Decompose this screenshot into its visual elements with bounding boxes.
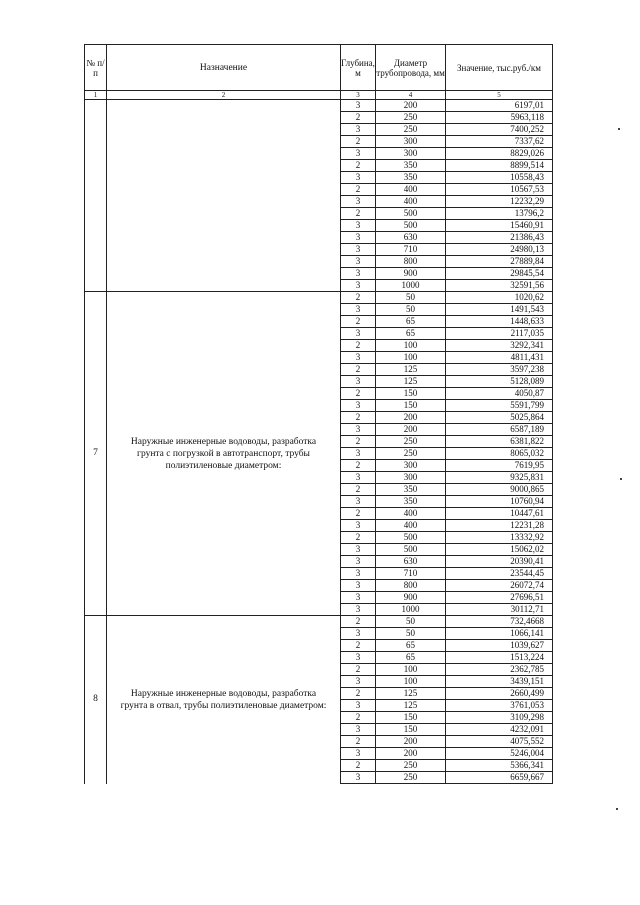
diameter-cell: 250 <box>376 448 446 460</box>
depth-cell: 2 <box>341 460 376 472</box>
value-cell: 27696,51 <box>446 592 553 604</box>
value-cell: 3761,053 <box>446 700 553 712</box>
section-number: 7 <box>85 292 107 616</box>
value-cell: 9000,865 <box>446 484 553 496</box>
depth-cell: 3 <box>341 544 376 556</box>
value-cell: 6659,667 <box>446 772 553 784</box>
depth-cell: 2 <box>341 616 376 628</box>
diameter-cell: 200 <box>376 412 446 424</box>
diameter-cell: 100 <box>376 352 446 364</box>
value-cell: 1020,62 <box>446 292 553 304</box>
depth-cell: 3 <box>341 676 376 688</box>
diameter-cell: 200 <box>376 748 446 760</box>
value-cell: 3109,298 <box>446 712 553 724</box>
depth-cell: 3 <box>341 232 376 244</box>
depth-cell: 3 <box>341 256 376 268</box>
diameter-cell: 630 <box>376 556 446 568</box>
depth-cell: 3 <box>341 304 376 316</box>
column-number: 1 <box>85 91 107 100</box>
depth-cell: 2 <box>341 712 376 724</box>
diameter-cell: 250 <box>376 124 446 136</box>
header-depth: Глубина, м <box>341 45 376 91</box>
column-number-row <box>85 91 553 100</box>
depth-cell: 2 <box>341 208 376 220</box>
header-num: № п/п <box>85 45 107 91</box>
diameter-cell: 250 <box>376 772 446 784</box>
depth-cell: 3 <box>341 148 376 160</box>
depth-cell: 3 <box>341 580 376 592</box>
value-cell: 9325,831 <box>446 472 553 484</box>
value-cell: 13332,92 <box>446 532 553 544</box>
depth-cell: 2 <box>341 364 376 376</box>
diameter-cell: 200 <box>376 736 446 748</box>
depth-cell: 3 <box>341 424 376 436</box>
diameter-cell: 250 <box>376 436 446 448</box>
column-number: 5 <box>446 91 553 100</box>
value-cell: 27889,84 <box>446 256 553 268</box>
value-cell: 2660,499 <box>446 688 553 700</box>
diameter-cell: 150 <box>376 388 446 400</box>
depth-cell: 2 <box>341 136 376 148</box>
depth-cell: 2 <box>341 388 376 400</box>
value-cell: 2117,035 <box>446 328 553 340</box>
diameter-cell: 150 <box>376 724 446 736</box>
value-cell: 5246,004 <box>446 748 553 760</box>
value-cell: 10760,94 <box>446 496 553 508</box>
value-cell: 26072,74 <box>446 580 553 592</box>
value-cell: 20390,41 <box>446 556 553 568</box>
diameter-cell: 500 <box>376 220 446 232</box>
value-cell: 3597,238 <box>446 364 553 376</box>
depth-cell: 3 <box>341 568 376 580</box>
diameter-cell: 350 <box>376 496 446 508</box>
depth-cell: 2 <box>341 160 376 172</box>
depth-cell: 2 <box>341 760 376 772</box>
value-cell: 15460,91 <box>446 220 553 232</box>
diameter-cell: 400 <box>376 196 446 208</box>
diameter-cell: 500 <box>376 208 446 220</box>
diameter-cell: 65 <box>376 652 446 664</box>
value-cell: 7400,252 <box>446 124 553 136</box>
value-cell: 29845,54 <box>446 268 553 280</box>
table-row <box>85 616 553 628</box>
value-cell: 15062,02 <box>446 544 553 556</box>
depth-cell: 3 <box>341 496 376 508</box>
depth-cell: 2 <box>341 316 376 328</box>
diameter-cell: 200 <box>376 424 446 436</box>
depth-cell: 3 <box>341 352 376 364</box>
value-cell: 8899,514 <box>446 160 553 172</box>
depth-cell: 3 <box>341 328 376 340</box>
column-number: 4 <box>376 91 446 100</box>
depth-cell: 3 <box>341 556 376 568</box>
diameter-cell: 50 <box>376 304 446 316</box>
value-cell: 10567,53 <box>446 184 553 196</box>
value-cell: 32591,56 <box>446 280 553 292</box>
depth-cell: 3 <box>341 520 376 532</box>
value-cell: 6587,189 <box>446 424 553 436</box>
depth-cell: 2 <box>341 532 376 544</box>
diameter-cell: 1000 <box>376 604 446 616</box>
diameter-cell: 65 <box>376 328 446 340</box>
depth-cell: 2 <box>341 412 376 424</box>
value-cell: 7619,95 <box>446 460 553 472</box>
value-cell: 6381,822 <box>446 436 553 448</box>
value-cell: 23544,45 <box>446 568 553 580</box>
value-cell: 30112,71 <box>446 604 553 616</box>
diameter-cell: 300 <box>376 472 446 484</box>
diameter-cell: 125 <box>376 700 446 712</box>
table-body <box>85 100 553 784</box>
depth-cell: 3 <box>341 244 376 256</box>
diameter-cell: 630 <box>376 232 446 244</box>
depth-cell: 2 <box>341 112 376 124</box>
diameter-cell: 125 <box>376 376 446 388</box>
depth-cell: 2 <box>341 484 376 496</box>
diameter-cell: 50 <box>376 292 446 304</box>
value-cell: 13796,2 <box>446 208 553 220</box>
value-cell: 1513,224 <box>446 652 553 664</box>
depth-cell: 3 <box>341 196 376 208</box>
diameter-cell: 400 <box>376 520 446 532</box>
value-cell: 5128,089 <box>446 376 553 388</box>
diameter-cell: 125 <box>376 688 446 700</box>
depth-cell: 3 <box>341 472 376 484</box>
value-cell: 8065,032 <box>446 448 553 460</box>
value-cell: 1039,627 <box>446 640 553 652</box>
diameter-cell: 125 <box>376 364 446 376</box>
diameter-cell: 710 <box>376 244 446 256</box>
depth-cell: 3 <box>341 172 376 184</box>
diameter-cell: 350 <box>376 172 446 184</box>
column-number: 3 <box>341 91 376 100</box>
depth-cell: 3 <box>341 748 376 760</box>
diameter-cell: 1000 <box>376 280 446 292</box>
diameter-cell: 400 <box>376 184 446 196</box>
value-cell: 5591,799 <box>446 400 553 412</box>
diameter-cell: 350 <box>376 160 446 172</box>
value-cell: 732,4668 <box>446 616 553 628</box>
depth-cell: 3 <box>341 592 376 604</box>
header-diameter: Диаметр трубопровода, мм <box>376 45 446 91</box>
value-cell: 4075,552 <box>446 736 553 748</box>
depth-cell: 2 <box>341 436 376 448</box>
diameter-cell: 150 <box>376 712 446 724</box>
scan-speck <box>618 128 620 130</box>
scan-speck <box>616 808 618 810</box>
diameter-cell: 710 <box>376 568 446 580</box>
diameter-cell: 300 <box>376 460 446 472</box>
value-cell: 3292,341 <box>446 340 553 352</box>
header-name: Назначение <box>107 45 341 91</box>
diameter-cell: 900 <box>376 268 446 280</box>
diameter-cell: 900 <box>376 592 446 604</box>
value-cell: 1491,543 <box>446 304 553 316</box>
value-cell: 1448,633 <box>446 316 553 328</box>
header-value: Значение, тыс.руб./км <box>446 45 553 91</box>
table-row <box>85 100 553 112</box>
diameter-cell: 300 <box>376 148 446 160</box>
depth-cell: 2 <box>341 184 376 196</box>
value-cell: 5025,864 <box>446 412 553 424</box>
depth-cell: 3 <box>341 400 376 412</box>
depth-cell: 3 <box>341 604 376 616</box>
value-cell: 5366,341 <box>446 760 553 772</box>
diameter-cell: 65 <box>376 316 446 328</box>
depth-cell: 3 <box>341 652 376 664</box>
value-cell: 4232,091 <box>446 724 553 736</box>
depth-cell: 2 <box>341 640 376 652</box>
value-cell: 3439,151 <box>446 676 553 688</box>
depth-cell: 3 <box>341 448 376 460</box>
depth-cell: 3 <box>341 376 376 388</box>
depth-cell: 3 <box>341 724 376 736</box>
scan-speck <box>620 478 622 480</box>
depth-cell: 3 <box>341 628 376 640</box>
value-cell: 10447,61 <box>446 508 553 520</box>
depth-cell: 2 <box>341 340 376 352</box>
diameter-cell: 500 <box>376 532 446 544</box>
table-row <box>85 292 553 304</box>
depth-cell: 3 <box>341 100 376 112</box>
diameter-cell: 500 <box>376 544 446 556</box>
diameter-cell: 50 <box>376 616 446 628</box>
diameter-cell: 800 <box>376 256 446 268</box>
value-cell: 24980,13 <box>446 244 553 256</box>
depth-cell: 2 <box>341 688 376 700</box>
depth-cell: 3 <box>341 220 376 232</box>
value-cell: 12232,29 <box>446 196 553 208</box>
diameter-cell: 400 <box>376 508 446 520</box>
diameter-cell: 65 <box>376 640 446 652</box>
diameter-cell: 100 <box>376 664 446 676</box>
depth-cell: 2 <box>341 508 376 520</box>
diameter-cell: 350 <box>376 484 446 496</box>
pipeline-cost-table <box>84 44 553 784</box>
depth-cell: 2 <box>341 736 376 748</box>
value-cell: 4050,87 <box>446 388 553 400</box>
diameter-cell: 150 <box>376 400 446 412</box>
value-cell: 21386,43 <box>446 232 553 244</box>
value-cell: 6197,01 <box>446 100 553 112</box>
section-number <box>85 100 107 292</box>
depth-cell: 3 <box>341 124 376 136</box>
value-cell: 8829,026 <box>446 148 553 160</box>
diameter-cell: 200 <box>376 100 446 112</box>
depth-cell: 3 <box>341 700 376 712</box>
diameter-cell: 100 <box>376 340 446 352</box>
depth-cell: 2 <box>341 664 376 676</box>
diameter-cell: 50 <box>376 628 446 640</box>
value-cell: 4811,431 <box>446 352 553 364</box>
value-cell: 2362,785 <box>446 664 553 676</box>
section-number: 8 <box>85 616 107 784</box>
section-description: Наружные инженерные водоводы, разработка грунта в отвал, трубы полиэтиленовые диаметром: <box>107 616 341 784</box>
column-number: 2 <box>107 91 341 100</box>
depth-cell: 3 <box>341 280 376 292</box>
section-description <box>107 100 341 292</box>
table-header-row <box>85 45 553 91</box>
depth-cell: 2 <box>341 292 376 304</box>
value-cell: 5963,118 <box>446 112 553 124</box>
depth-cell: 3 <box>341 772 376 784</box>
diameter-cell: 100 <box>376 676 446 688</box>
value-cell: 7337,62 <box>446 136 553 148</box>
value-cell: 10558,43 <box>446 172 553 184</box>
section-description: Наружные инженерные водоводы, разработка грунта с погрузкой в автотранспорт, трубы полиэтиленовые диаметром: <box>107 292 341 616</box>
value-cell: 1066,141 <box>446 628 553 640</box>
diameter-cell: 800 <box>376 580 446 592</box>
diameter-cell: 300 <box>376 136 446 148</box>
diameter-cell: 250 <box>376 760 446 772</box>
diameter-cell: 250 <box>376 112 446 124</box>
depth-cell: 3 <box>341 268 376 280</box>
value-cell: 12231,28 <box>446 520 553 532</box>
